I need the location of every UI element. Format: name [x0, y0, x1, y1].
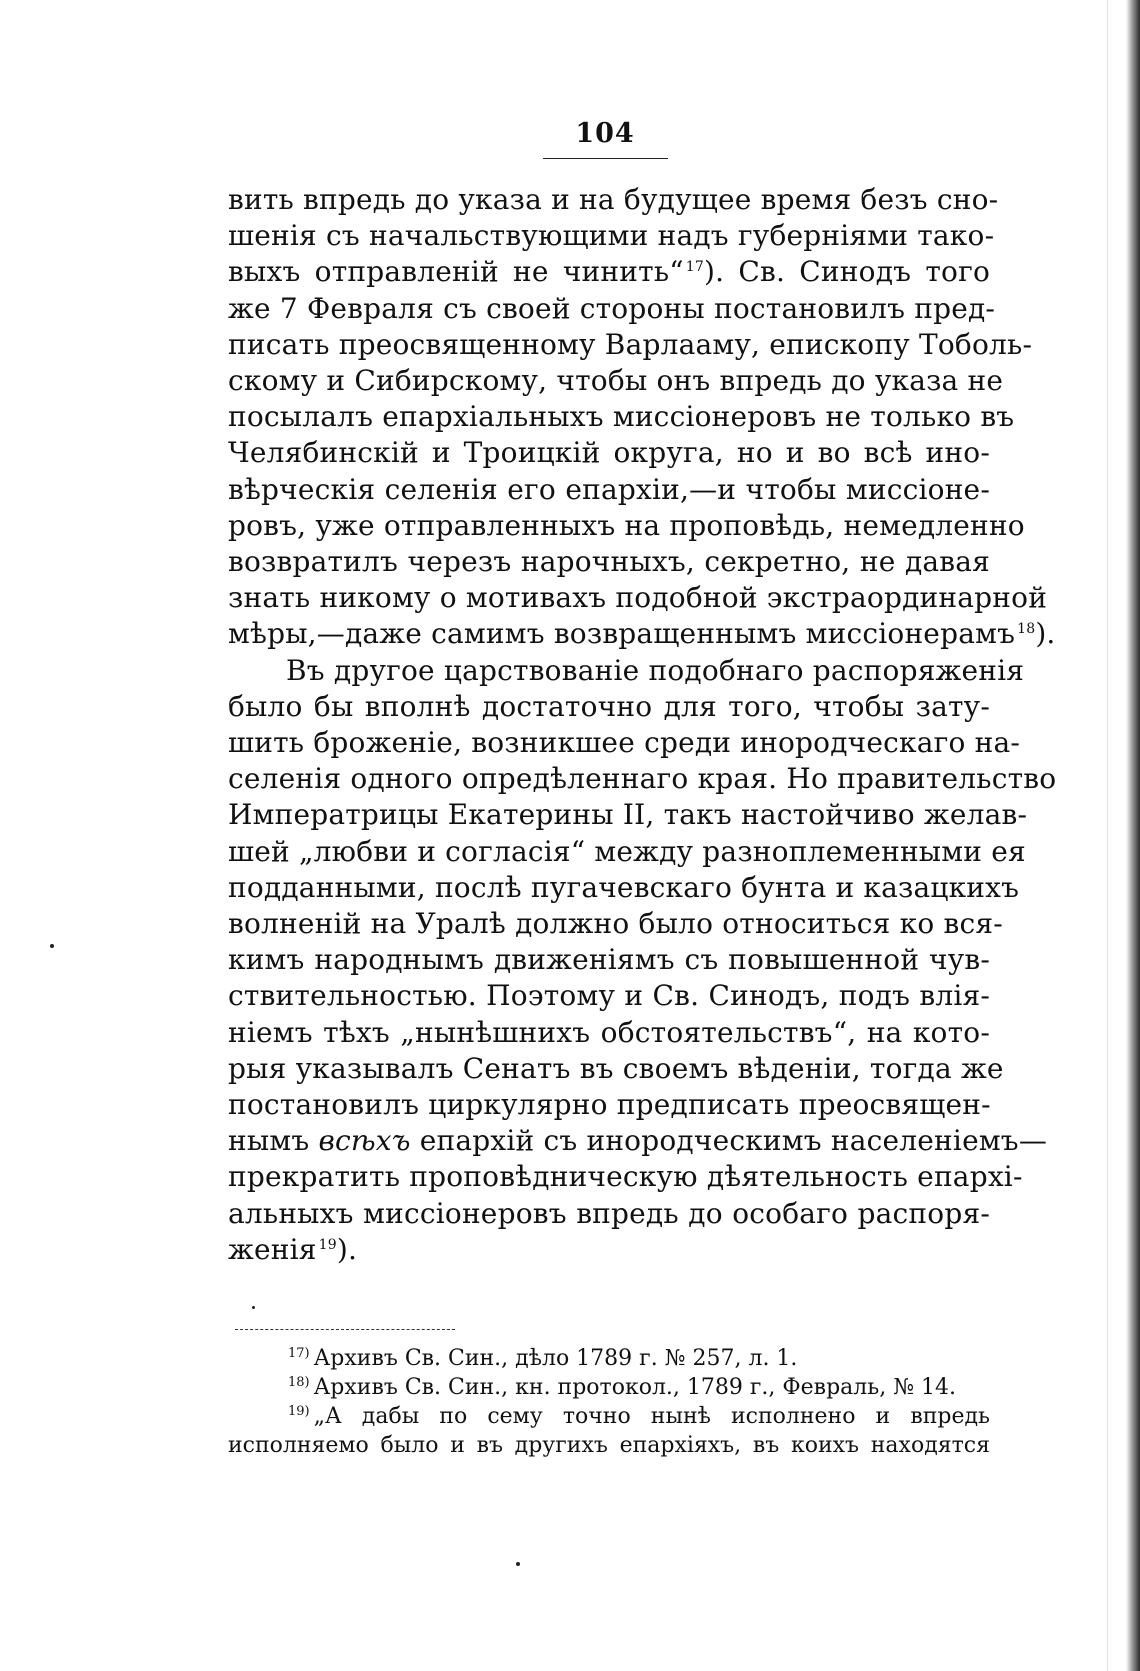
text-line: писать преосвященному Варлааму, епископу Тоболь-	[228, 327, 1033, 361]
text-line	[228, 254, 990, 290]
text-line: Въ другое царствованіе подобнаго распоряженія	[286, 653, 1025, 687]
text-fragment: ).	[1035, 617, 1056, 651]
footnote-separator	[235, 1329, 455, 1331]
scan-speck	[516, 1562, 520, 1566]
footnote-19-continuation: исполняемо было и въ другихъ епархіяхъ, въ коихъ находятся	[228, 1433, 990, 1458]
body-text	[228, 182, 1057, 1268]
footnote-17	[228, 1344, 990, 1373]
text-line: рыя указывалъ Сенатъ въ своемъ вѣденіи, тогда же	[228, 1051, 1004, 1085]
text-line	[228, 1232, 990, 1268]
page-crease	[1107, 0, 1108, 1671]
text-line	[228, 616, 1056, 652]
text-line: прекратить проповѣдническую дѣятельность епархі-	[228, 1160, 1023, 1194]
text-line: шить броженіе, возникшее среди инородческаго на-	[228, 726, 1021, 760]
footnote-ref-19[interactable]: 19	[318, 1236, 337, 1253]
text-line: постановилъ циркулярно предписать преосвящен-	[228, 1088, 991, 1122]
footnote-ref-18[interactable]: 18	[1017, 621, 1036, 638]
text-line: шей „любви и согласія“ между разноплеменными ея	[228, 834, 1026, 868]
footnote-mark: 17)	[288, 1345, 310, 1361]
footnotes	[228, 1344, 990, 1460]
footnote-18	[228, 1373, 990, 1402]
page-edge-shadow	[1126, 0, 1140, 1671]
text-line: вить впредь до указа и на будущее время безъ сно-	[228, 183, 999, 216]
text-line: скому и Сибирскому, чтобы онъ впредь до указа не	[228, 364, 1004, 398]
paragraph-1	[228, 182, 1056, 653]
text-line: знать никому о мотивахъ подобной экстраординарной	[228, 581, 1048, 615]
scan-speck	[252, 1306, 255, 1309]
scan-speck	[50, 944, 54, 948]
page-number: 104	[575, 118, 635, 149]
text-line: Челябинскій и Троицкій округа, но и во всѣ ино-	[228, 436, 990, 470]
footnote-ref-17[interactable]: 17	[685, 259, 705, 276]
text-fragment: женія	[228, 1232, 317, 1266]
footnote-text: Архивъ Св. Син., кн. протокол., 1789 г., Февраль, № 14.	[313, 1375, 957, 1400]
footnote-mark: 19)	[288, 1403, 310, 1419]
text-line: кимъ народнымъ движеніямъ съ повышенной чув-	[228, 943, 990, 977]
page-number-rule	[543, 158, 668, 159]
text-fragment: ).	[336, 1232, 358, 1266]
footnote-text: „А дабы по сему точно нынѣ исполнено и впредь	[313, 1404, 990, 1429]
text-line: альныхъ миссіонеровъ впредь до особаго распоря-	[228, 1196, 990, 1230]
text-fragment: мѣры,—даже самимъ возвращеннымъ миссіонерамъ	[228, 617, 1016, 651]
footnote-mark: 18)	[288, 1374, 310, 1390]
text-line: было бы вполнѣ достаточно для того, чтобы зату-	[228, 689, 990, 723]
text-line: ровъ, уже отправленныхъ на проповѣдь, немедленно	[228, 508, 1025, 542]
text-line: ствительностью. Поэтому и Св. Синодъ, подъ влія-	[228, 979, 990, 1013]
text-line: подданными, послѣ пугачевскаго бунта и казацкихъ	[228, 870, 1020, 904]
text-line: Императрицы Екатерины II, такъ настойчиво желав-	[228, 798, 1028, 832]
text-fragment: епархій съ инородческимъ населеніемъ—	[419, 1124, 1048, 1158]
footnote-19	[228, 1402, 990, 1431]
text-fragment: нымъ	[228, 1124, 310, 1158]
emphasized-word: всѣхъ	[318, 1124, 411, 1158]
text-line: посылалъ епархіальныхъ миссіонеровъ не только въ	[228, 400, 1015, 434]
text-line: возвратилъ черезъ нарочныхъ, секретно, не давая	[228, 545, 990, 579]
text-line: же 7 Февраля съ своей стороны постановилъ пред-	[228, 291, 996, 325]
text-fragment: выхъ отправленій не чинить“	[228, 255, 684, 289]
text-line: волненій на Уралѣ должно было относиться ко вся-	[228, 907, 1003, 941]
paragraph-2	[228, 653, 1057, 1268]
text-line	[228, 1123, 1048, 1159]
text-line: шенія съ начальствующими надъ губерніями тако-	[228, 219, 995, 253]
text-line: вѣрческія селенія его епархіи,—и чтобы миссіоне-	[228, 472, 990, 506]
text-fragment: ). Св. Синодъ того	[704, 255, 990, 289]
footnote-text: Архивъ Св. Син., дѣло 1789 г. № 257, л. 1.	[313, 1346, 798, 1371]
text-line: селенія одного опредѣленнаго края. Но правительство	[228, 762, 1057, 796]
text-line: ніемъ тѣхъ „нынѣшнихъ обстоятельствъ“, на кото-	[228, 1015, 990, 1049]
